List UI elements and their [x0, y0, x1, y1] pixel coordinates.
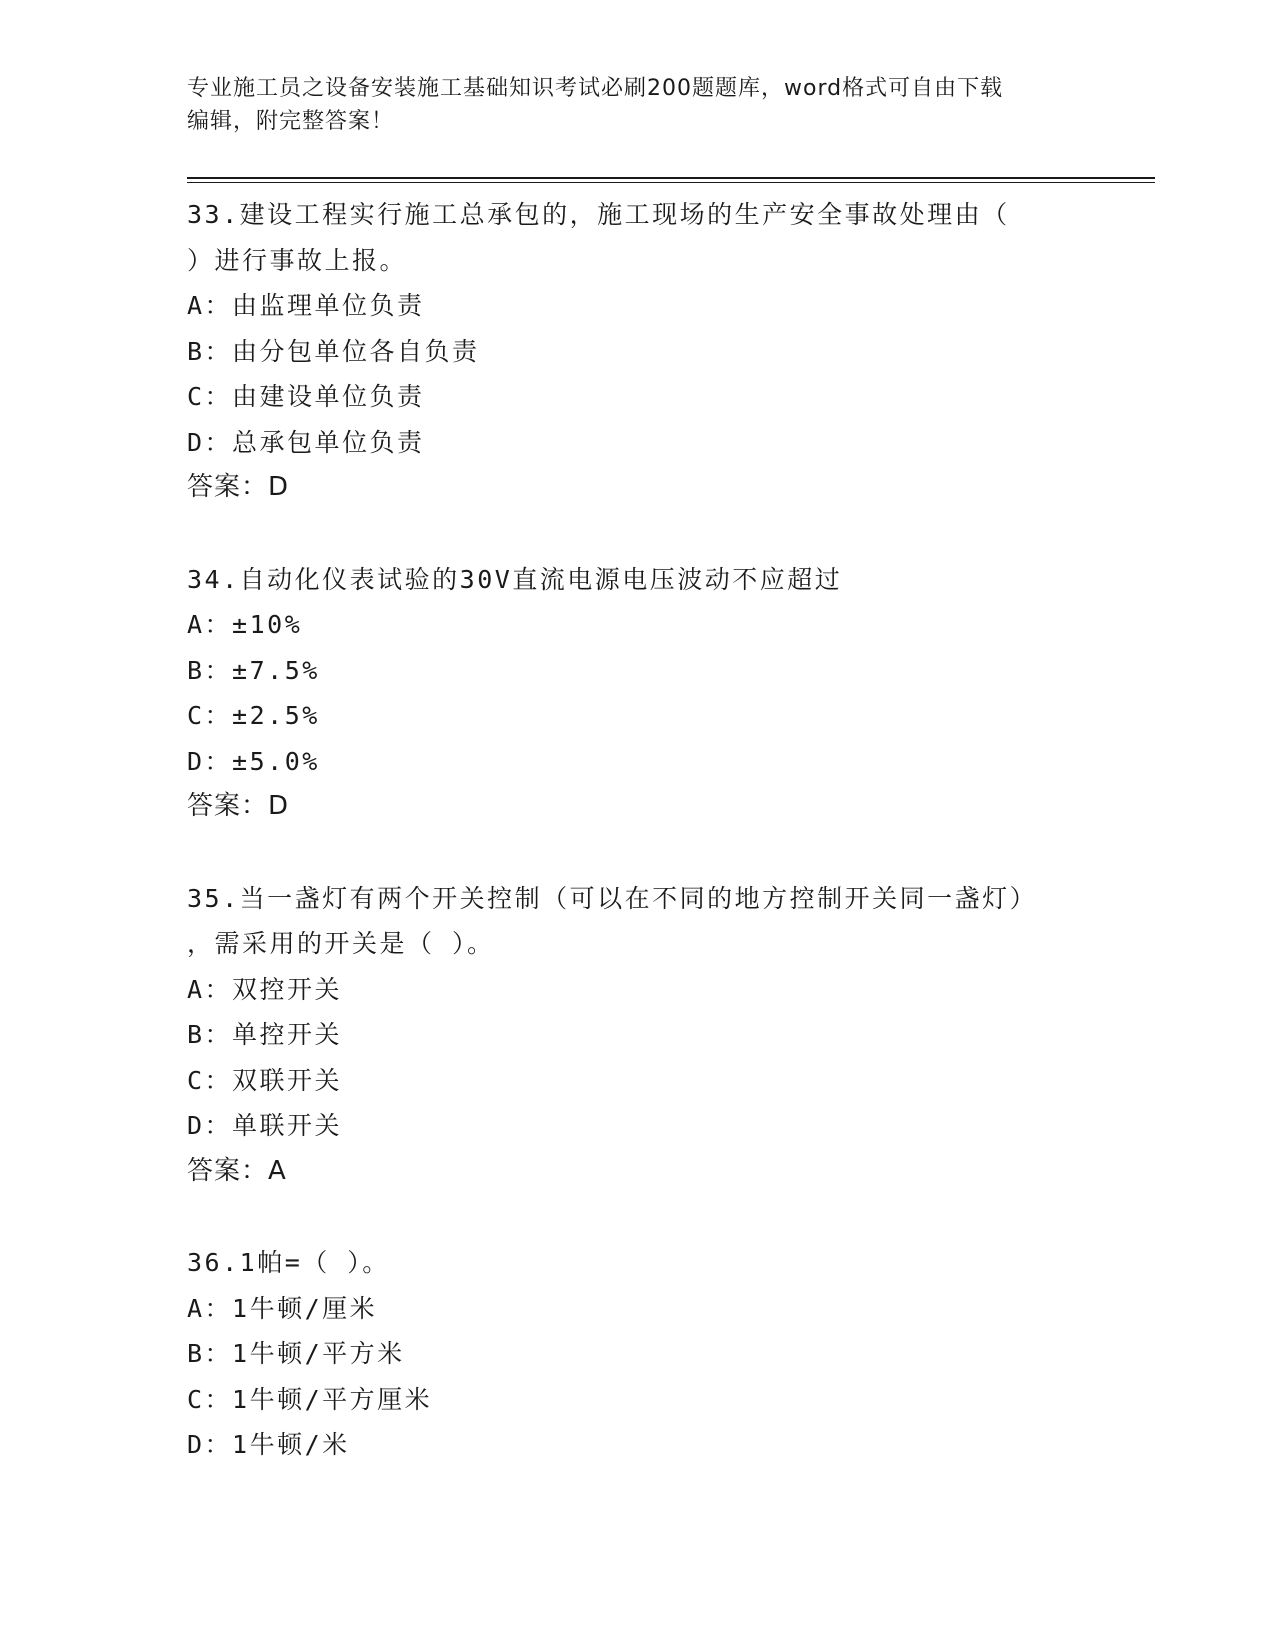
option-a: A：由监理单位负责 — [187, 291, 425, 320]
header-line-1: 专业施工员之设备安装施工基础知识考试必刷200题题库，word格式可自由下载 — [187, 76, 1004, 101]
header-line-2: 编辑，附完整答案！ — [187, 109, 395, 134]
question-text-line: 36.1帕=（ ）。 — [187, 1248, 390, 1277]
option-b: B：单控开关 — [187, 1020, 343, 1049]
question-list — [187, 192, 1107, 1468]
header-divider-thin — [187, 182, 1155, 183]
answer: 答案：A — [187, 1155, 287, 1186]
header-divider-thick — [187, 177, 1155, 179]
question-text-line: 33.建设工程实行施工总承包的，施工现场的生产安全事故处理由（ — [187, 200, 1010, 229]
answer: 答案：D — [187, 791, 290, 821]
question-33 — [187, 192, 1107, 511]
question-34 — [187, 557, 1107, 830]
question-35 — [187, 876, 1107, 1195]
option-c: C：1牛顿/平方厘米 — [187, 1384, 433, 1414]
option-a: A：1牛顿/厘米 — [187, 1293, 378, 1323]
option-b: B：1牛顿/平方米 — [187, 1339, 405, 1368]
question-36 — [187, 1240, 1107, 1468]
answer: 答案：D — [187, 472, 290, 502]
option-d: D：±5.0% — [187, 746, 320, 776]
option-b: B：±7.5% — [187, 655, 320, 685]
question-text-line: ）进行事故上报。 — [187, 245, 408, 275]
document-header — [187, 72, 1087, 138]
question-text-line: 35.当一盏灯有两个开关控制（可以在不同的地方控制开关同一盏灯） — [187, 883, 1038, 913]
option-c: C：±2.5% — [187, 701, 320, 730]
option-c: C：由建设单位负责 — [187, 382, 425, 411]
option-d: D：单联开关 — [187, 1111, 343, 1140]
question-text-line: 34.自动化仪表试验的30V直流电源电压波动不应超过 — [187, 564, 843, 594]
option-b: B：由分包单位各自负责 — [187, 336, 480, 366]
option-d: D：1牛顿/米 — [187, 1430, 350, 1459]
option-d: D：总承包单位负责 — [187, 427, 425, 457]
question-text-line: ，需采用的开关是（ ）。 — [187, 929, 495, 958]
option-a: A：双控开关 — [187, 974, 343, 1004]
option-c: C：双联开关 — [187, 1065, 343, 1095]
option-a: A：±10% — [187, 610, 303, 639]
